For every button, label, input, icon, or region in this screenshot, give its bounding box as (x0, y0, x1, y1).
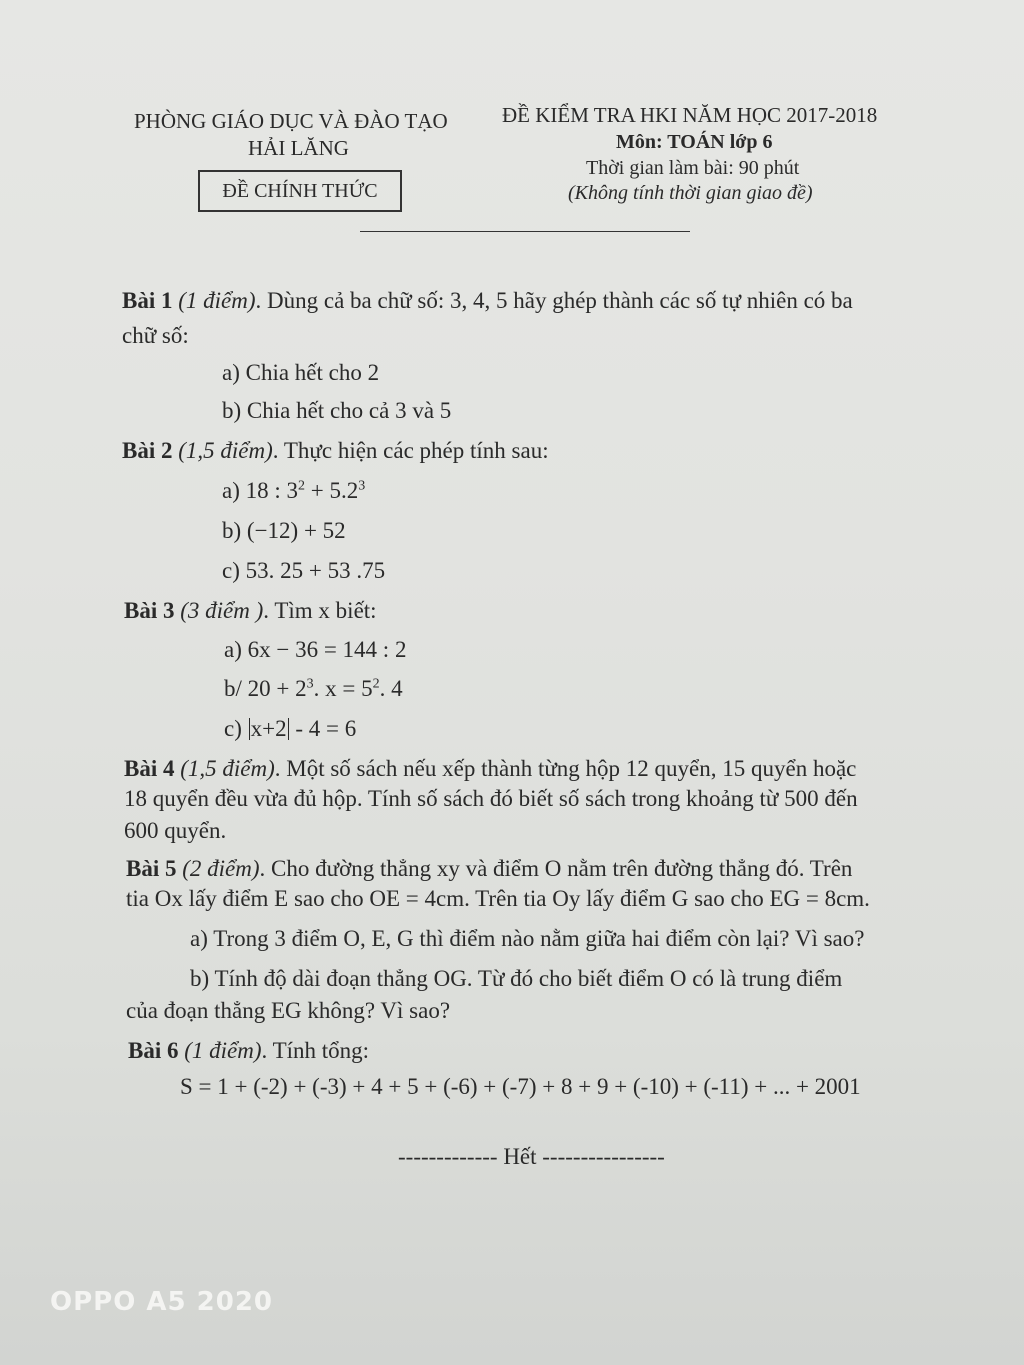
bai6-text: . Tính tổng: (261, 1038, 370, 1063)
bai3-part-c (224, 716, 356, 742)
bai6-label: Bài 6 (128, 1038, 179, 1063)
bai3-c-inner: x+2 (250, 716, 287, 741)
bai6-heading (128, 1038, 369, 1064)
bai3-b-exponent-1: 3 (306, 676, 314, 692)
department-name: PHÒNG GIÁO DỤC VÀ ĐÀO TẠO (134, 109, 448, 133)
bai3-b-text-end: . 4 (379, 676, 403, 701)
subject-label: Môn: TOÁN lớp 6 (616, 131, 773, 153)
bai1-part-b: b) Chia hết cho cả 3 và 5 (222, 398, 452, 423)
bai1-heading (122, 288, 853, 314)
bai5-text: . Cho đường thẳng xy và điểm O nằm trên đường thẳng đó. Trên (259, 856, 853, 881)
bai5-part-b: b) Tính độ dài đoạn thẳng OG. Từ đó cho biết điểm O có là trung điểm (190, 966, 843, 991)
bai5-heading (126, 856, 852, 882)
bai2-text: . Thực hiện các phép tính sau: (272, 438, 549, 463)
bai2-part-a (222, 478, 365, 504)
bai3-part-a: a) 6x − 36 = 144 : 2 (224, 637, 407, 662)
abs-bar-right (288, 718, 289, 740)
bai1-part-a: a) Chia hết cho 2 (222, 360, 380, 385)
bai1-label: Bài 1 (122, 288, 173, 313)
bai2-a-exponent-1: 2 (298, 478, 306, 494)
bai3-heading (124, 598, 377, 624)
official-exam-label: ĐỀ CHÍNH THỨC (222, 179, 378, 202)
bai2-part-c: c) 53. 25 + 53 .75 (222, 558, 386, 583)
bai3-text: . Tìm x biết: (263, 598, 377, 623)
bai2-a-exponent-2: 3 (358, 478, 366, 494)
header-divider (360, 231, 690, 232)
bai3-b-exponent-2: 2 (372, 676, 380, 692)
bai2-a-text: a) 18 : 3 (222, 478, 299, 503)
bai2-points: (1,5 điểm) (178, 438, 273, 463)
bai5-part-b-cont: của đoạn thẳng EG không? Vì sao? (126, 998, 451, 1023)
bai5-part-a: a) Trong 3 điểm O, E, G thì điểm nào nằm giữa hai điểm còn lại? Vì sao? (190, 926, 865, 951)
bai2-part-b: b) (−12) + 52 (222, 518, 346, 543)
bai4-text-line2: 18 quyển đều vừa đủ hộp. Tính số sách đó biết số sách trong khoảng từ 500 đến (124, 786, 858, 811)
bai6-points: (1 điểm) (184, 1038, 262, 1063)
bai3-points: (3 điểm ) (180, 598, 264, 623)
bai4-text: . Một số sách nếu xếp thành từng hộp 12 quyển, 15 quyển hoặc (274, 756, 857, 781)
official-exam-box (198, 170, 402, 212)
time-limit: Thời gian làm bài: 90 phút (586, 157, 800, 179)
bai5-text-line2: tia Ox lấy điểm E sao cho OE = 4cm. Trên tia Oy lấy điểm G sao cho EG = 8cm. (126, 886, 870, 911)
bai3-b-text-mid: . x = 5 (313, 676, 373, 701)
bai6-formula: S = 1 + (-2) + (-3) + 4 + 5 + (-6) + (-7) + 8 + 9 + (-10) + (-11) + ... + 2001 (180, 1074, 861, 1099)
camera-watermark: OPPO A5 2020 (50, 1287, 273, 1317)
bai4-points: (1,5 điểm) (180, 756, 275, 781)
bai4-heading (124, 756, 856, 782)
bai2-a-text-mid: + 5.2 (305, 478, 359, 503)
bai3-c-label: c) (224, 716, 248, 741)
district-name: HẢI LĂNG (248, 136, 349, 160)
bai3-part-b (224, 676, 403, 702)
abs-bar-left (249, 718, 250, 740)
bai3-b-text: b/ 20 + 2 (224, 676, 307, 701)
bai2-heading (122, 438, 549, 464)
bai4-label: Bài 4 (124, 756, 175, 781)
bai3-c-text-end: - 4 = 6 (289, 716, 357, 741)
bai1-points: (1 điểm) (178, 288, 256, 313)
time-note: (Không tính thời gian giao đề) (568, 182, 813, 204)
bai5-label: Bài 5 (126, 856, 177, 881)
bai1-text: . Dùng cả ba chữ số: 3, 4, 5 hãy ghép thành các số tự nhiên có ba (255, 288, 853, 313)
bai1-text-cont: chữ số: (122, 323, 189, 348)
bai3-label: Bài 3 (124, 598, 175, 623)
bai2-label: Bài 2 (122, 438, 173, 463)
end-marker: ------------- Hết ---------------- (398, 1144, 665, 1169)
bai5-points: (2 điểm) (182, 856, 260, 881)
exam-title: ĐỀ KIỂM TRA HKI NĂM HỌC 2017-2018 (502, 103, 878, 127)
bai4-text-line3: 600 quyển. (124, 818, 227, 843)
